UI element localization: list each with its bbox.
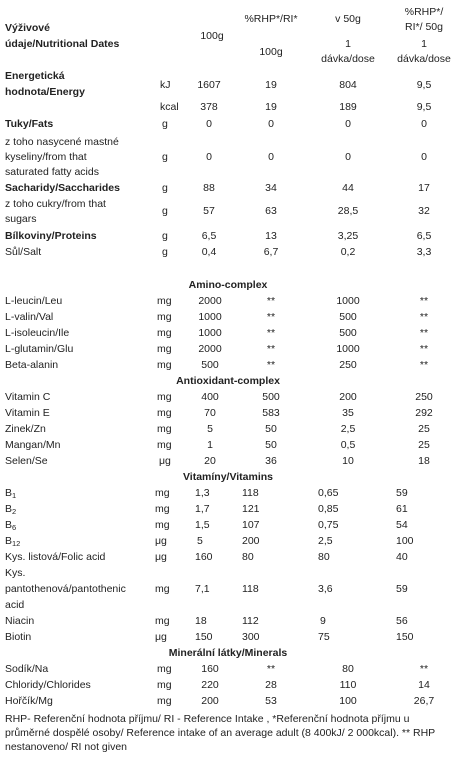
cell-rhpdose: 292 — [415, 407, 433, 419]
section-title-vitamins: Vitamíny/Vitamins — [182, 471, 274, 483]
header-rhpdose-line2: RI*/ 50g — [405, 21, 443, 33]
cell-per100: 0,4 — [201, 246, 217, 258]
cell-dose: 10 — [342, 455, 354, 467]
cell-dose: 250 — [339, 359, 357, 371]
cell-dose: 28,5 — [337, 205, 359, 217]
cell-rhpdose: 9,5 — [416, 79, 432, 91]
cell-rhpdose: 25 — [418, 439, 430, 451]
header-dose-line2: 1 — [345, 38, 351, 50]
cell-per100: 378 — [200, 101, 218, 113]
row-unit: mg — [155, 583, 170, 595]
row-unit: μg — [155, 535, 167, 547]
row-unit: mg — [157, 663, 172, 675]
header-rhp100-line1: %RHP*/RI* — [244, 13, 298, 25]
row-unit: mg — [155, 615, 170, 627]
row-unit: g — [162, 182, 168, 194]
header-per100: 100g — [200, 30, 224, 42]
row-unit: mg — [157, 295, 172, 307]
cell-dose: 189 — [339, 101, 357, 113]
cell-per100: 1000 — [198, 311, 222, 323]
row-unit: mg — [157, 439, 172, 451]
cell-dose: 1000 — [336, 343, 360, 355]
row-unit: g — [162, 230, 168, 242]
cell-rhp100: 583 — [262, 407, 280, 419]
row-unit: mg — [157, 311, 172, 323]
row-label: pantothenová/pantothenic — [5, 583, 126, 595]
cell-rhpdose: 59 — [396, 583, 408, 595]
cell-dose: 2,5 — [318, 535, 333, 547]
row-label: Bílkoviny/Proteins — [5, 230, 97, 242]
cell-dose: 500 — [339, 311, 357, 323]
cell-rhpdose: 0 — [421, 151, 427, 163]
cell-dose: 0,2 — [340, 246, 356, 258]
cell-rhp100: 13 — [265, 230, 277, 242]
cell-dose: 0 — [345, 151, 351, 163]
row-unit: kJ — [160, 79, 171, 91]
cell-per100: 500 — [201, 359, 219, 371]
row-unit: g — [162, 118, 168, 130]
cell-per100: 1 — [207, 439, 213, 451]
section-title-amino: Amino-complex — [188, 279, 268, 291]
cell-rhpdose: 6,5 — [416, 230, 432, 242]
cell-rhpdose: ** — [419, 663, 429, 675]
cell-rhpdose: 0 — [421, 118, 427, 130]
cell-dose: 500 — [339, 327, 357, 339]
cell-dose: 804 — [339, 79, 357, 91]
row-unit: mg — [157, 327, 172, 339]
cell-rhpdose: 54 — [396, 519, 408, 531]
row-label: hodnota/Energy — [5, 86, 85, 98]
row-label: Vitamin C — [5, 391, 51, 403]
cell-dose: 44 — [342, 182, 354, 194]
cell-rhp100: 19 — [265, 79, 277, 91]
cell-rhpdose: 32 — [418, 205, 430, 217]
header-rhpdose-line4: dávka/dose — [397, 53, 451, 65]
row-unit: μg — [155, 551, 167, 563]
header-dose-line3: dávka/dose — [321, 53, 375, 65]
cell-per100: 400 — [201, 391, 219, 403]
cell-rhpdose: 25 — [418, 423, 430, 435]
cell-dose: 75 — [318, 631, 330, 643]
row-unit: g — [162, 151, 168, 163]
cell-dose: 0 — [345, 118, 351, 130]
cell-rhp100: 28 — [265, 679, 277, 691]
cell-rhpdose: 40 — [396, 551, 408, 563]
cell-per100: 1000 — [198, 327, 222, 339]
cell-per100: 18 — [195, 615, 207, 627]
cell-rhp100: 118 — [242, 487, 259, 499]
row-label: Kys. listová/Folic acid — [5, 551, 106, 563]
row-label: Biotin — [5, 631, 32, 643]
cell-dose: 35 — [342, 407, 354, 419]
cell-rhp100: 121 — [242, 503, 260, 515]
row-label: L-leucin/Leu — [5, 295, 63, 307]
row-label: Vitamin E — [5, 407, 50, 419]
row-unit: mg — [155, 487, 170, 499]
cell-dose: 80 — [318, 551, 330, 563]
cell-rhpdose: ** — [419, 295, 429, 307]
row-label: Zinek/Zn — [5, 423, 46, 435]
cell-per100: 1,7 — [195, 503, 210, 515]
row-label: $B_1$ — [5, 487, 17, 500]
cell-rhp100: ** — [266, 359, 276, 371]
row-label: kyseliny/from that — [5, 151, 87, 163]
cell-rhp100: 500 — [262, 391, 280, 403]
cell-rhp100: 80 — [242, 551, 254, 563]
footnote: RHP- Referenční hodnota příjmu/ RI - Reference Intake , *Referenční hodnota příjmu u průměrné dospělé osoby/ Reference intake of an average adult (8 400kJ/ 2 000kcal). ** RHP nestanoveno/ RI not given — [5, 713, 435, 753]
cell-dose: 2,5 — [340, 423, 356, 435]
cell-rhp100: ** — [266, 327, 276, 339]
cell-per100: 1,5 — [195, 519, 210, 531]
header-label-line2: údaje/Nutritional Dates — [5, 38, 120, 50]
section-title-minerals: Minerální látky/Minerals — [168, 647, 288, 659]
cell-rhpdose: ** — [419, 311, 429, 323]
header-rhp100-line2: 100g — [259, 46, 283, 58]
cell-dose: 3,6 — [318, 583, 333, 595]
cell-per100: 5 — [207, 423, 213, 435]
cell-rhpdose: 9,5 — [416, 101, 432, 113]
row-label: Tuky/Fats — [5, 118, 54, 130]
row-label: Beta-alanin — [5, 359, 59, 371]
cell-per100: 7,1 — [195, 583, 210, 595]
cell-dose: 100 — [339, 695, 357, 707]
cell-rhp100: 63 — [265, 205, 277, 217]
cell-per100: 0 — [206, 151, 212, 163]
cell-rhp100: 0 — [268, 151, 274, 163]
row-unit: mg — [157, 695, 172, 707]
row-label: $B_{12}$ — [5, 535, 21, 548]
row-label: Selen/Se — [5, 455, 48, 467]
cell-dose: 200 — [339, 391, 357, 403]
row-label: $B_2$ — [5, 503, 17, 516]
cell-rhpdose: 3,3 — [416, 246, 432, 258]
cell-per100: 150 — [195, 631, 213, 643]
row-unit: mg — [157, 407, 172, 419]
cell-per100: 1,3 — [195, 487, 210, 499]
cell-rhpdose: 26,7 — [413, 695, 435, 707]
cell-dose: 110 — [339, 679, 357, 691]
cell-rhp100: ** — [266, 663, 276, 675]
cell-per100: 160 — [201, 663, 219, 675]
cell-rhpdose: ** — [419, 359, 429, 371]
row-unit: mg — [157, 391, 172, 403]
cell-dose: 9 — [320, 615, 326, 627]
row-label: acid — [5, 599, 25, 611]
row-unit: mg — [155, 503, 170, 515]
cell-rhp100: 36 — [265, 455, 277, 467]
cell-dose: 3,25 — [337, 230, 359, 242]
row-label: Sůl/Salt — [5, 246, 42, 258]
cell-rhpdose: 150 — [396, 631, 414, 643]
cell-per100: 2000 — [198, 295, 222, 307]
cell-rhp100: 19 — [265, 101, 277, 113]
row-label: saturated fatty acids — [5, 166, 99, 178]
cell-rhpdose: 18 — [418, 455, 430, 467]
cell-dose: 0,85 — [318, 503, 339, 515]
cell-per100: 220 — [201, 679, 219, 691]
cell-rhpdose: 250 — [415, 391, 433, 403]
cell-rhp100: 50 — [265, 439, 277, 451]
row-unit: mg — [157, 423, 172, 435]
cell-per100: 2000 — [198, 343, 222, 355]
cell-rhp100: 6,7 — [263, 246, 279, 258]
cell-per100: 5 — [197, 535, 203, 547]
cell-rhp100: 34 — [265, 182, 277, 194]
cell-rhpdose: 59 — [396, 487, 408, 499]
row-label: Mangan/Mn — [5, 439, 61, 451]
cell-rhp100: 50 — [265, 423, 277, 435]
cell-per100: 1607 — [197, 79, 221, 91]
row-label: Niacin — [5, 615, 35, 627]
cell-per100: 88 — [203, 182, 215, 194]
cell-rhp100: 0 — [268, 118, 274, 130]
cell-rhpdose: 14 — [418, 679, 430, 691]
cell-rhpdose: ** — [419, 343, 429, 355]
cell-rhpdose: 61 — [396, 503, 408, 515]
cell-rhpdose: ** — [419, 327, 429, 339]
header-rhpdose-line3: 1 — [421, 38, 427, 50]
row-label: Energetická — [5, 70, 65, 82]
row-label: $B_6$ — [5, 519, 17, 532]
row-label: L-isoleucin/Ile — [5, 327, 70, 339]
cell-dose: 0,65 — [318, 487, 339, 499]
cell-per100: 0 — [206, 118, 212, 130]
cell-dose: 0,75 — [318, 519, 339, 531]
row-label: Sodík/Na — [5, 663, 49, 675]
cell-per100: 160 — [195, 551, 213, 563]
row-unit: μg — [159, 455, 171, 467]
section-title-antioxidant: Antioxidant-complex — [176, 375, 280, 387]
row-label: L-glutamin/Glu — [5, 343, 74, 355]
cell-rhp100: 200 — [242, 535, 260, 547]
row-label: z toho nasycené mastné — [5, 136, 119, 148]
cell-per100: 200 — [201, 695, 219, 707]
cell-rhp100: 107 — [242, 519, 260, 531]
header-rhpdose-line1: %RHP*/ — [404, 6, 444, 18]
cell-rhpdose: 56 — [396, 615, 408, 627]
row-unit: mg — [157, 359, 172, 371]
row-unit: kcal — [160, 101, 179, 113]
cell-per100: 6,5 — [201, 230, 217, 242]
cell-rhp100: ** — [266, 295, 276, 307]
cell-rhpdose: 17 — [418, 182, 430, 194]
row-label: Hořčík/Mg — [5, 695, 53, 707]
cell-rhp100: 53 — [265, 695, 277, 707]
row-unit: mg — [157, 679, 172, 691]
cell-dose: 80 — [342, 663, 354, 675]
cell-per100: 57 — [203, 205, 215, 217]
row-label: Chloridy/Chlorides — [5, 679, 91, 691]
row-label: Kys. — [5, 567, 26, 579]
cell-dose: 0,5 — [340, 439, 356, 451]
row-label: sugars — [5, 213, 37, 225]
row-unit: mg — [157, 343, 172, 355]
cell-dose: 1000 — [336, 295, 360, 307]
cell-rhp100: 112 — [242, 615, 259, 627]
header-label-line1: Výživové — [5, 22, 50, 34]
cell-rhp100: ** — [266, 311, 276, 323]
header-dose-line1: v 50g — [335, 13, 361, 25]
row-label: L-valin/Val — [5, 311, 54, 323]
cell-rhp100: ** — [266, 343, 276, 355]
cell-rhp100: 118 — [242, 583, 259, 595]
row-label: z toho cukry/from that — [5, 198, 106, 210]
row-unit: mg — [155, 519, 170, 531]
row-label: Sacharidy/Saccharides — [5, 182, 120, 194]
cell-rhpdose: 100 — [396, 535, 414, 547]
cell-rhp100: 300 — [242, 631, 260, 643]
cell-per100: 20 — [204, 455, 216, 467]
row-unit: g — [162, 205, 168, 217]
row-unit: μg — [155, 631, 167, 643]
cell-per100: 70 — [204, 407, 216, 419]
row-unit: g — [162, 246, 168, 258]
